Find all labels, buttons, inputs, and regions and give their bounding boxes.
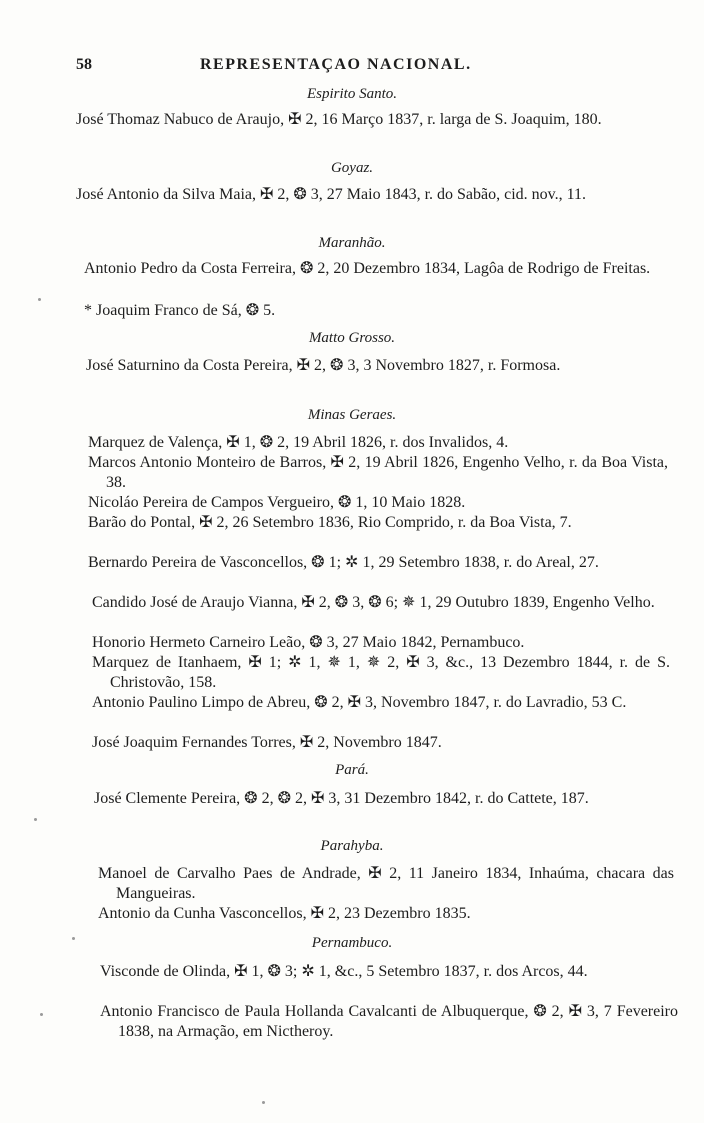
entry-jose-joaquim-fernandes-torres: José Joaquim Fernandes Torres, ✠ 2, Novembro 1847.	[92, 734, 442, 751]
entry-nicolao-pereira-vergueiro: Nicoláo Pereira de Campos Vergueiro, ❂ 1, 10 Maio 1828.	[88, 494, 466, 511]
entry-marcos-antonio-monteiro: Marcos Antonio Monteiro de Barros, ✠ 2, 19 Abril 1826, Engenho Velho, r. da Boa Vista, 38.	[88, 454, 668, 491]
scan-speck	[34, 818, 37, 821]
scan-speck	[262, 1101, 265, 1104]
page-header	[76, 56, 656, 80]
scan-speck	[38, 298, 41, 301]
scan-speck	[40, 1013, 43, 1016]
entry-antonio-francisco-hollanda: Antonio Francisco de Paula Hollanda Cavalcanti de Albuquerque, ❂ 2, ✠ 3, 7 Fevereiro 1838, na Armação, em Nictheroy.	[100, 1003, 678, 1040]
entry-barao-do-pontal: Barão do Pontal, ✠ 2, 26 Setembro 1836, Rio Comprido, r. da Boa Vista, 7.	[88, 514, 572, 531]
scan-speck	[72, 937, 75, 940]
section-heading-espirito-santo: Espirito Santo.	[306, 86, 397, 102]
section-heading-minas-geraes: Minas Geraes.	[307, 407, 397, 423]
section-heading-parahyba: Parahyba.	[320, 838, 384, 854]
entry-bernardo-pereira-vasconcellos: Bernardo Pereira de Vasconcellos, ❂ 1; ✲ 1, 29 Setembro 1838, r. do Areal, 27.	[88, 554, 599, 571]
running-title: REPRESENTAÇAO NACIONAL.	[200, 56, 472, 73]
entry-honorio-hermeto: Honorio Hermeto Carneiro Leão, ❂ 3, 27 Maio 1842, Pernambuco.	[92, 634, 525, 651]
entry-visconde-de-olinda: Visconde de Olinda, ✠ 1, ❂ 3; ✲ 1, &c., 5 Setembro 1837, r. dos Arcos, 44.	[100, 963, 588, 980]
entry-jose-antonio-silva-maia: José Antonio da Silva Maia, ✠ 2, ❂ 3, 27 Maio 1843, r. do Sabão, cid. nov., 11.	[76, 186, 587, 203]
entry-antonio-da-cunha: Antonio da Cunha Vasconcellos, ✠ 2, 23 Dezembro 1835.	[98, 905, 471, 922]
section-heading-pernambuco: Pernambuco.	[311, 935, 393, 951]
page-number: 58	[76, 56, 92, 73]
entry-marquez-de-valenca: Marquez de Valença, ✠ 1, ❂ 2, 19 Abril 1826, r. dos Invalidos, 4.	[88, 434, 509, 451]
entry-marquez-de-itanhaem: Marquez de Itanhaem, ✠ 1; ✲ 1, ✵ 1, ✵ 2, ✠ 3, &c., 13 Dezembro 1844, r. de S. Christovão, 158.	[92, 654, 670, 691]
entry-antonio-pedro-costa-ferreira: Antonio Pedro da Costa Ferreira, ❂ 2, 20 Dezembro 1834, Lagôa de Rodrigo de Freitas.	[84, 260, 651, 277]
entry-jose-thomaz-nabuco: José Thomaz Nabuco de Araujo, ✠ 2, 16 Março 1837, r. larga de S. Joaquim, 180.	[76, 111, 602, 128]
entry-jose-clemente-pereira: José Clemente Pereira, ❂ 2, ❂ 2, ✠ 3, 31 Dezembro 1842, r. do Cattete, 187.	[94, 790, 589, 807]
section-heading-para: Pará.	[335, 762, 369, 778]
section-heading-maranhao: Maranhão.	[318, 235, 386, 251]
section-heading-goyaz: Goyaz.	[330, 160, 374, 176]
entry-jose-saturnino: José Saturnino da Costa Pereira, ✠ 2, ❂ 3, 3 Novembro 1827, r. Formosa.	[86, 357, 561, 374]
entry-antonio-paulino-limpo: Antonio Paulino Limpo de Abreu, ❂ 2, ✠ 3, Novembro 1847, r. do Lavradio, 53 C.	[92, 694, 627, 711]
section-heading-matto-grosso: Matto Grosso.	[308, 330, 396, 346]
entry-joaquim-franco-de-sa: * Joaquim Franco de Sá, ❂ 5.	[84, 302, 276, 319]
entry-manoel-de-carvalho: Manoel de Carvalho Paes de Andrade, ✠ 2, 11 Janeiro 1834, Inhaúma, chacara das Mangueiras.	[98, 865, 674, 902]
entry-candido-jose-araujo-vianna: Candido José de Araujo Vianna, ✠ 2, ❂ 3, ❂ 6; ✵ 1, 29 Outubro 1839, Engenho Velho.	[92, 594, 655, 611]
